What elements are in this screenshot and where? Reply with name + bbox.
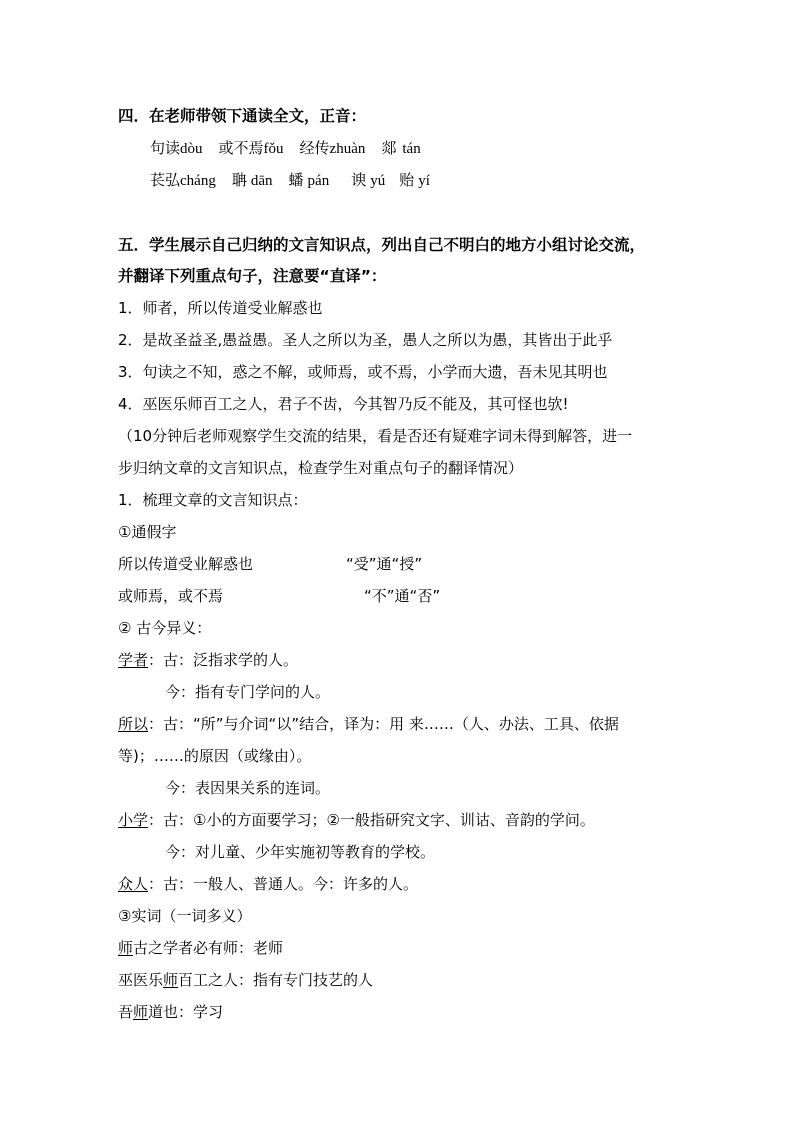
tongjiazi-item-2 <box>118 585 440 607</box>
shici-item-2 <box>118 969 373 991</box>
gujin-xiaoxue-jin: 今：对儿童、少年实施初等教育的学校。 <box>165 843 436 861</box>
gujin-xiaoxue-gu <box>118 809 595 831</box>
key-word: 师 <box>118 939 134 957</box>
gujin-suoyi-jin: 今：表因果关系的连词。 <box>165 779 331 797</box>
sentence-3: 3．句读之不知，惑之不解，或师焉，或不焉，小学而大遗，吾未见其明也 <box>118 363 608 381</box>
term: 小学 <box>118 811 149 829</box>
section5-heading-line2: 并翻译下列重点句子，注意要“直译”： <box>118 267 387 285</box>
gujin-suoyi-gu <box>118 713 619 735</box>
text: 巫医乐 <box>118 971 164 989</box>
section5-heading-line1: 五．学生展示自己归纳的文言知识点，列出自己不明白的地方小组讨论交流， <box>118 236 646 254</box>
text: 百工之人：指有专门技艺的人 <box>178 971 374 989</box>
word: 聃 <box>231 171 247 189</box>
definition: ：古：一般人、普通人。今：许多的人。 <box>148 875 419 893</box>
word: 句读 <box>150 139 181 157</box>
shici-title: ③实词（一词多义） <box>118 907 252 925</box>
shici-item-3 <box>118 1001 223 1023</box>
pinyin: yí <box>418 173 430 189</box>
word: 苌弘 <box>150 171 181 189</box>
word: 贻 <box>399 171 415 189</box>
text: 古之学者必有师：老师 <box>133 939 284 957</box>
text: 吾 <box>118 1003 134 1021</box>
word: 蟠 <box>288 171 304 189</box>
gujin-zhongren <box>118 873 418 895</box>
key-word: 师 <box>163 971 179 989</box>
term: 众人 <box>118 875 149 893</box>
word: 郯 <box>381 139 397 157</box>
gujin-title: ② 古今异义： <box>118 619 212 637</box>
definition: ：古：“所”与介词“以”结合，译为：用 来……（人、办法、工具、依据 <box>148 715 619 733</box>
term: 学者 <box>118 651 149 669</box>
text: 道也：学习 <box>148 1003 224 1021</box>
teacher-note-line1: （10分钟后老师观察学生交流的结果，看是否还有疑难字词未得到解答，进一 <box>118 427 633 445</box>
pinyin: yú <box>370 173 386 189</box>
definition: ：古：①小的方面要学习；②一般指研究文字、训诂、音韵的学问。 <box>148 811 595 829</box>
tongjiazi-note: “受”通“授” <box>346 555 423 573</box>
word: 谀 <box>351 171 367 189</box>
section4-heading: 四．在老师带领下通读全文，正音： <box>118 107 367 125</box>
definition: ：古：泛指求学的人。 <box>148 651 299 669</box>
sentence-1: 1．师者，所以传道受业解惑也 <box>118 299 323 317</box>
key-word: 师 <box>133 1003 149 1021</box>
pinyin: dān <box>250 173 273 189</box>
tongjiazi-sentence: 所以传道受业解惑也 <box>118 555 254 573</box>
sentence-4: 4．巫医乐师百工之人，君子不齿，今其智乃反不能及，其可怪也欤! <box>118 395 569 413</box>
shici-item-1 <box>118 937 283 959</box>
pinyin: cháng <box>180 173 216 189</box>
tongjiazi-sentence: 或师焉，或不焉 <box>118 587 224 605</box>
pinyin: fǒu <box>263 141 284 157</box>
gujin-suoyi-gu-cont: 等)；……的原因（或缘由）。 <box>118 747 312 765</box>
term: 所以 <box>118 715 149 733</box>
teacher-note-line2: 步归纳文章的文言知识点，检查学生对重点句子的翻译情况） <box>118 459 524 477</box>
subheading-knowledge: 1．梳理文章的文言知识点： <box>118 491 308 509</box>
pronunciation-row-1 <box>150 137 421 160</box>
pinyin: pán <box>307 173 330 189</box>
gujin-xuezhe-gu <box>118 649 298 671</box>
pronunciation-row-2 <box>150 169 430 192</box>
word: 或不焉 <box>218 139 264 157</box>
tongjiazi-item-1 <box>118 553 422 575</box>
sentence-2: 2．是故圣益圣,愚益愚。圣人之所以为圣，愚人之所以为愚，其皆出于此乎 <box>118 331 613 349</box>
pinyin: dòu <box>180 141 203 157</box>
pinyin: tán <box>402 141 421 157</box>
gujin-xuezhe-jin: 今：指有专门学问的人。 <box>165 683 331 701</box>
tongjiazi-note: “不”通“否” <box>364 587 441 605</box>
tongjiazi-title: ①通假字 <box>118 523 177 541</box>
word: 经传 <box>299 139 330 157</box>
pinyin: zhuàn <box>329 141 366 157</box>
